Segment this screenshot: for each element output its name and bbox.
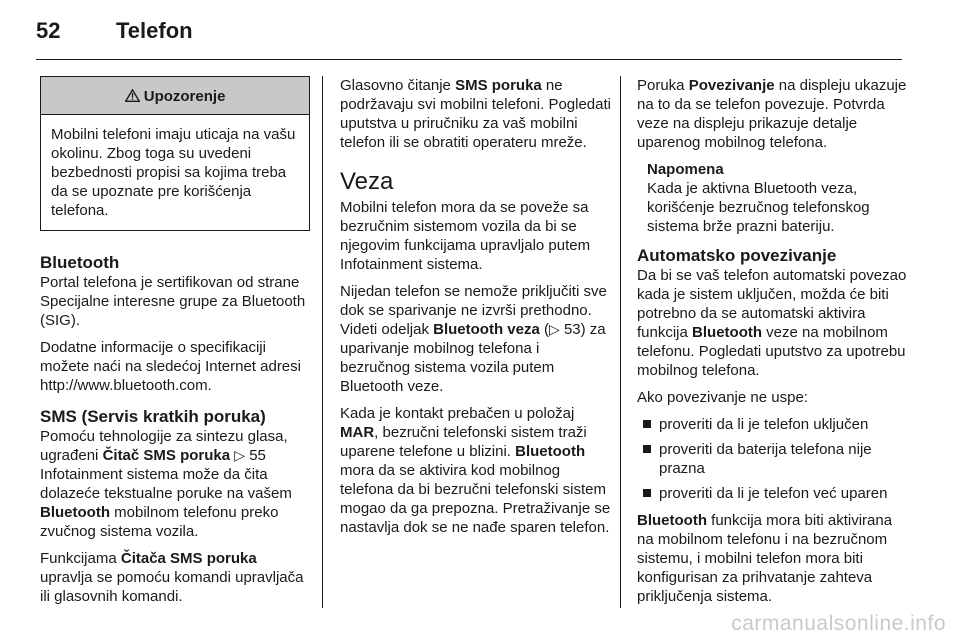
veza-heading: Veza [340,168,394,195]
connect-fail-intro: Ako povezivanje ne uspe: [637,389,808,406]
sms-reader-term: Čitač SMS poruka [102,447,231,464]
note-title: Napomena [647,161,724,178]
bluetooth-heading: Bluetooth [40,253,120,272]
list-item: proveriti da baterija telefona nije prazna [637,440,909,478]
troubleshoot-list [637,415,909,503]
bluetooth-activation-paragraph: Bluetooth funkcija mora biti aktivirana na mobilnom telefonu i na bezručnom sistemu, i mobilni telefon mora biti konfigurisan za prihvatanje zahteva priključenja sistema. [637,512,893,605]
page-ref: 55 [249,447,266,464]
warning-title: Upozorenje [143,88,226,105]
header-divider [36,59,902,60]
sms-paragraph-2: Funkcijama Čitača SMS poruka upravlja se pomoću komandi upravljača ili glasovnih komandi. [40,550,304,605]
auto-connect-heading: Automatsko povezivanje [637,246,837,265]
veza-paragraph-1: Mobilni telefon mora da se poveže sa bezručnim sistemom vozila da bi se njegovim funkcijama upravljalo putem Infotainment sistema. [340,199,591,273]
column-divider-2 [620,76,621,608]
page-ref-arrow-icon: ▷ [548,321,560,337]
sms-support-paragraph: Glasovno čitanje SMS poruka ne podržavaju svi mobilni telefoni. Pogledati uputstva u priručniku za vaš mobilni telefon ili se obratiti operateru mreže. [340,77,611,151]
page-title: Telefon [116,18,193,43]
watermark: carmanualsonline.info [731,612,946,635]
column-left [40,76,310,614]
list-item: proveriti da li je telefon uključen [637,415,909,434]
warning-text: Mobilni telefoni imaju uticaja na vašu okolinu. Zbog toga su uvedeni bezbednosti propisi sa kojima treba da se upoznate pre korišćenja telefona. [51,126,296,219]
sms-paragraph-1: Pomoću tehnologije za sintezu glasa, ugrađeni Čitač SMS poruka ▷ 55 Infotainment sistema može da čita dolazeće tekstualne poruke na vašem Bluetooth mobilnom telefonu preko zvučnog sistema vozila. [40,428,292,540]
auto-connect-paragraph: Da bi se vaš telefon automatski povezao kada je sistem uključen, možda će biti potrebno da se automatski aktivira funkcija Bluetooth veze na mobilnom telefonu. Pogledati uputstvo za upotrebu mobilnog telefona. [637,267,907,379]
column-right [637,76,909,614]
list-item: proveriti da li je telefon već uparen [637,484,909,503]
bluetooth-paragraph-2: Dodatne informacije o specifikaciji možete naći na sledećoj Internet adresi http://www.bluetooth.com. [40,339,301,394]
warning-header [41,77,309,115]
bluetooth-paragraph-1: Portal telefona je sertifikovan od strane Specijalne interesne grupe za Bluetooth (SIG). [40,274,306,329]
warning-box [40,76,310,231]
warning-triangle-icon [125,88,144,105]
veza-paragraph-3: Kada je kontakt prebačen u položaj MAR, bezručni telefonski sistem traži uparene telefone u blizini. Bluetooth mora da se aktivira kod mobilnog telefona da bi bezručni telefonski sistem mogao da ga prepozna. Pretraživanje se nastavlja dok se ne nađe sparen telefon. [340,405,611,536]
page-ref-arrow-icon: ▷ [234,447,246,463]
sms-heading: SMS (Servis kratkih poruka) [40,407,266,426]
column-divider-1 [322,76,323,608]
column-middle [340,76,612,545]
note-box [647,160,909,236]
page-header [36,18,193,44]
page-number: 52 [36,18,61,43]
note-text: Kada je aktivna Bluetooth veza, korišćenje bezručnog telefonskog sistema brže prazni bateriju. [647,180,870,235]
connection-message-paragraph: Poruka Povezivanje na displeju ukazuje na to da se telefon povezuje. Potvrda veze na displeju prikazuje detalje uparenog mobilnog telefona. [637,77,907,151]
veza-paragraph-2: Nijedan telefon se nemože priključiti sve dok se sparivanje ne izvrši prethodno. Videti odeljak Bluetooth veza (▷ 53) za uparivanje mobilnog telefona i bezručnog sistema vozila putem Bluetooth veze. [340,283,607,395]
